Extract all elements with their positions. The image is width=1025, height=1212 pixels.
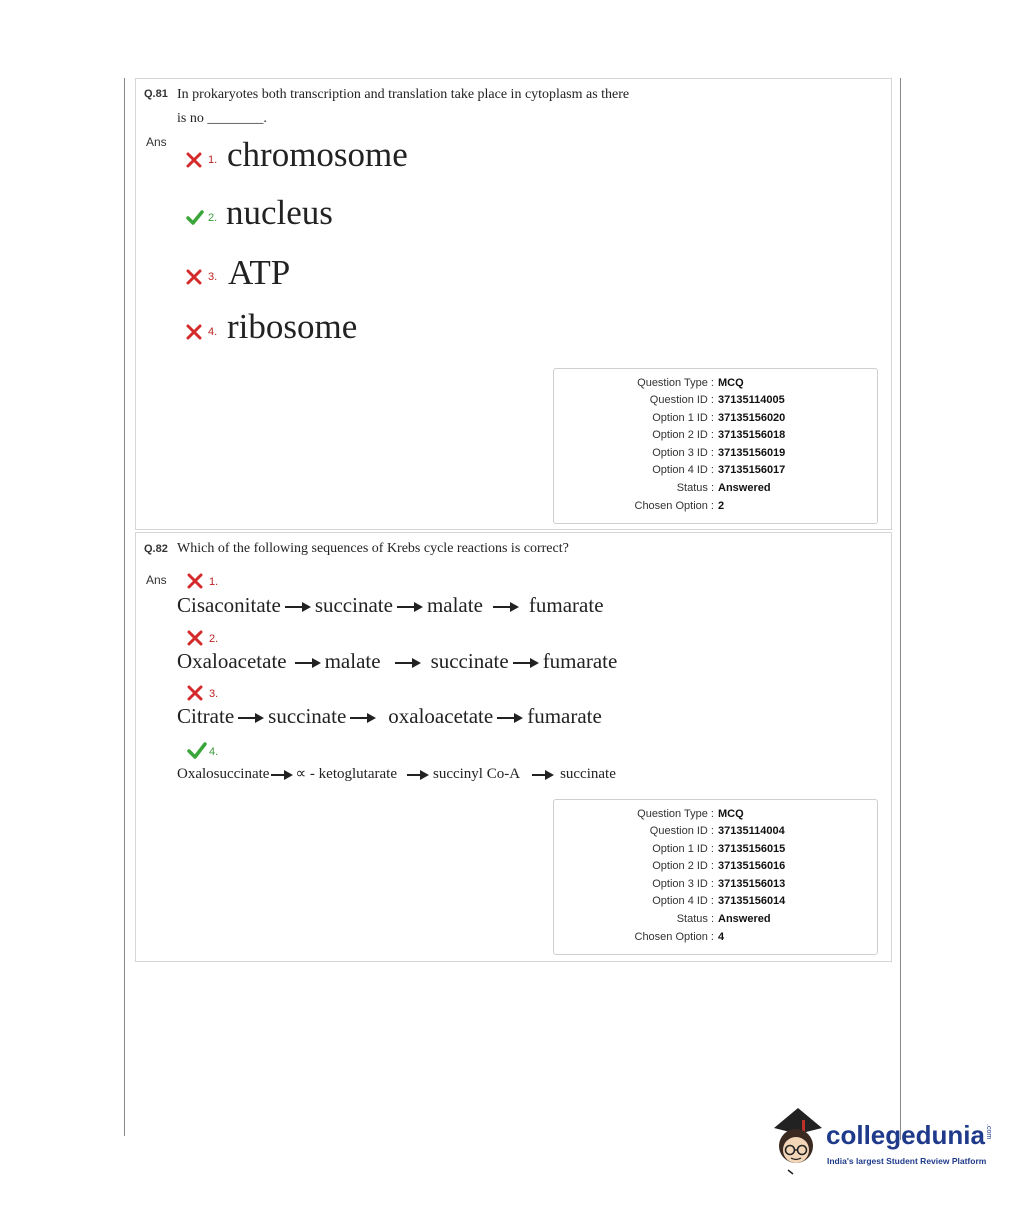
arrow-icon <box>513 658 539 668</box>
info-row <box>554 377 877 394</box>
option-number: 3. <box>208 271 218 283</box>
info-row <box>554 482 877 499</box>
sequence-step: succinate <box>560 766 616 782</box>
option-number: 2. <box>208 212 218 224</box>
arrow-icon <box>285 602 311 612</box>
option-number: 1. <box>209 576 219 588</box>
info-row <box>554 878 877 895</box>
option-text: chromosome <box>227 135 408 174</box>
sequence-step: malate <box>324 649 381 673</box>
sequence-step: malate <box>426 593 483 617</box>
option-number: 3. <box>209 688 219 700</box>
sequence-step: Oxaloacetate <box>177 649 287 673</box>
sequence-step: succinate <box>314 593 393 617</box>
option-text: ribosome <box>227 307 358 346</box>
info-row <box>554 913 877 930</box>
option-number: 4. <box>209 746 219 758</box>
info-row <box>554 843 877 860</box>
info-row <box>554 429 877 446</box>
arrow-icon <box>532 770 554 780</box>
info-label: Option 2 ID : <box>652 429 714 441</box>
info-value: Answered <box>718 913 771 925</box>
info-label: Option 3 ID : <box>652 447 714 459</box>
option-sequence <box>177 704 602 729</box>
brand-domain: .com <box>985 1124 992 1140</box>
info-label: Question Type : <box>637 377 714 389</box>
question-82-card <box>135 532 892 962</box>
info-row <box>554 394 877 411</box>
info-value: 37135114004 <box>718 825 785 837</box>
question-info-panel <box>553 799 878 955</box>
question-text-line1: In prokaryotes both transcription and translation take place in cytoplasm as there <box>177 87 630 102</box>
sequence-step: succinate <box>430 649 509 673</box>
question-text: Which of the following sequences of Krebs cycle reactions is correct? <box>177 541 569 556</box>
info-label: Question ID : <box>649 825 714 837</box>
arrow-icon <box>407 770 429 780</box>
sequence-step: oxaloacetate <box>388 704 494 728</box>
arrow-icon <box>397 602 423 612</box>
info-label: Question Type : <box>637 808 714 820</box>
option-number: 2. <box>209 633 219 645</box>
cross-icon <box>187 573 203 589</box>
cross-icon <box>186 152 202 168</box>
info-value: 37135156014 <box>718 895 786 907</box>
info-value: 37135156019 <box>718 447 786 459</box>
info-label: Option 4 ID : <box>652 895 714 907</box>
question-text-line2: is no ________. <box>177 111 267 126</box>
option-sequence <box>177 593 604 618</box>
info-value: 37135156016 <box>718 860 786 872</box>
info-value: 37135156013 <box>718 878 786 890</box>
sequence-step: ∝ - ketoglutarate <box>295 766 397 782</box>
brand-tagline: India's largest Student Review Platform <box>827 1156 987 1166</box>
info-row <box>554 447 877 464</box>
info-label: Chosen Option : <box>634 931 714 943</box>
info-row <box>554 412 877 429</box>
left-page-edge <box>124 78 125 1136</box>
collegedunia-logo[interactable] <box>768 1106 993 1176</box>
cross-icon <box>187 685 203 701</box>
arrow-icon <box>497 713 523 723</box>
info-value: MCQ <box>718 377 744 389</box>
arrow-icon <box>350 713 376 723</box>
sequence-step: Oxalosuccinate <box>177 766 270 782</box>
info-row <box>554 464 877 481</box>
info-value: MCQ <box>718 808 744 820</box>
info-value: 37135156020 <box>718 412 786 424</box>
info-row <box>554 895 877 912</box>
arrow-icon <box>493 602 519 612</box>
arrow-icon <box>395 658 421 668</box>
info-value: 37135114005 <box>718 394 785 406</box>
question-info-panel <box>553 368 878 524</box>
info-row <box>554 500 877 517</box>
arrow-icon <box>238 713 264 723</box>
info-row <box>554 931 877 948</box>
info-value: 37135156017 <box>718 464 786 476</box>
info-label: Status : <box>676 913 714 925</box>
option-sequence <box>177 764 616 783</box>
option-text: ATP <box>228 253 291 292</box>
info-value: 4 <box>718 931 725 943</box>
info-row <box>554 825 877 842</box>
question-number: Q.82 <box>144 543 168 555</box>
info-row <box>554 860 877 877</box>
cross-icon <box>186 269 202 285</box>
right-page-edge <box>900 78 901 1140</box>
ans-label: Ans <box>146 135 167 149</box>
mascot-icon <box>768 1106 826 1176</box>
info-label: Option 1 ID : <box>652 412 714 424</box>
cross-icon <box>187 630 203 646</box>
info-value: 2 <box>718 500 725 512</box>
info-value: 37135156018 <box>718 429 786 441</box>
info-label: Option 1 ID : <box>652 843 714 855</box>
option-text: nucleus <box>226 193 333 232</box>
question-81-card <box>135 78 892 530</box>
info-label: Option 3 ID : <box>652 878 714 890</box>
info-label: Option 2 ID : <box>652 860 714 872</box>
option-number: 4. <box>208 326 218 338</box>
info-row <box>554 808 877 825</box>
info-label: Status : <box>676 482 714 494</box>
info-label: Question ID : <box>649 394 714 406</box>
sequence-step: succinate <box>268 704 347 728</box>
info-value: 37135156015 <box>718 843 786 855</box>
check-icon <box>186 210 204 226</box>
info-value: Answered <box>718 482 771 494</box>
sequence-step: fumarate <box>542 649 618 673</box>
sequence-step: fumarate <box>528 593 604 617</box>
option-number: 1. <box>208 154 218 166</box>
option-sequence <box>177 649 617 674</box>
sequence-step: Citrate <box>177 704 235 728</box>
sequence-step: Cisaconitate <box>177 593 281 617</box>
arrow-icon <box>271 770 293 780</box>
check-icon <box>187 742 207 760</box>
info-label: Option 4 ID : <box>652 464 714 476</box>
question-number: Q.81 <box>144 88 168 100</box>
ans-label: Ans <box>146 573 167 587</box>
cross-icon <box>186 324 202 340</box>
arrow-icon <box>295 658 321 668</box>
sequence-step: fumarate <box>527 704 602 728</box>
sequence-step: succinyl Co-A <box>432 766 521 782</box>
info-label: Chosen Option : <box>634 500 714 512</box>
brand-name: collegedunia <box>826 1120 985 1150</box>
